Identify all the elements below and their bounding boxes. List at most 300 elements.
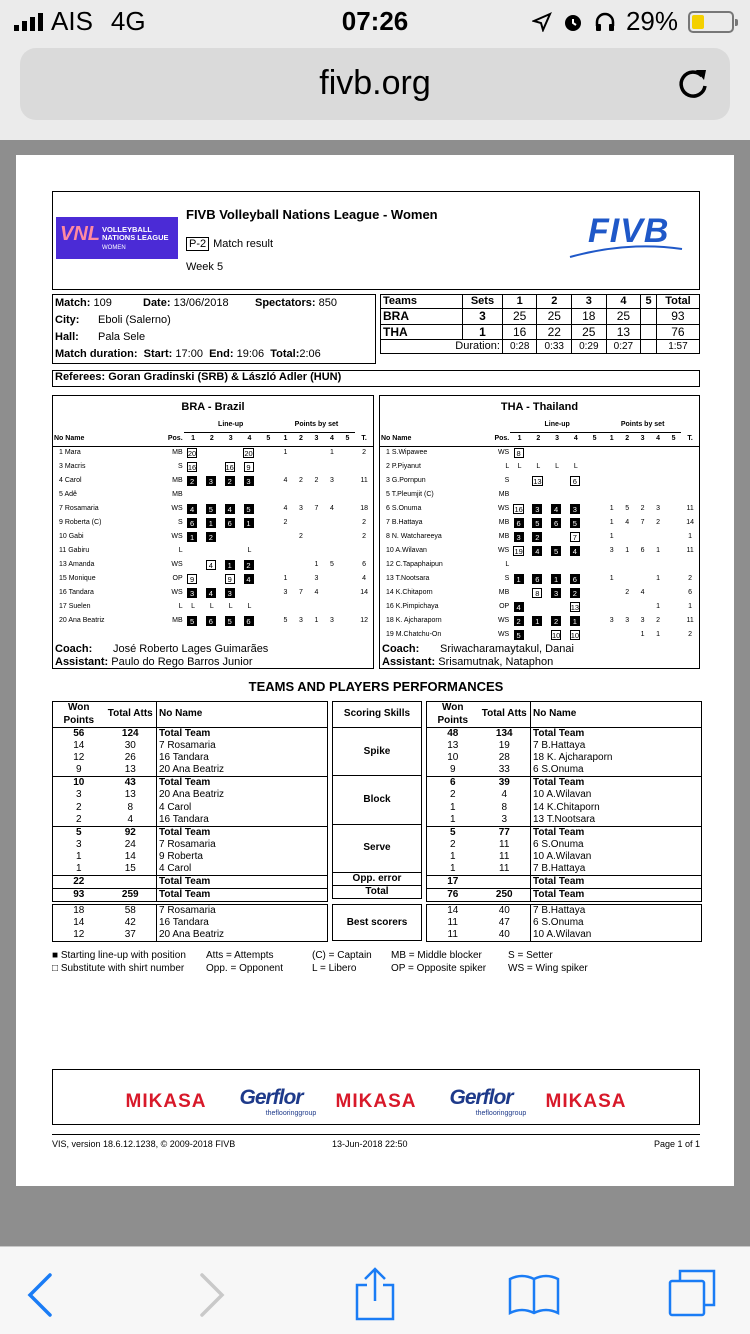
points-cell (278, 488, 294, 502)
player-row (53, 446, 373, 460)
points-cell: 7 (299, 588, 303, 596)
legend-item: □ Substitute with shirt number (52, 963, 185, 974)
lineup-marker: 6 (551, 518, 561, 528)
lineup-cell (529, 460, 548, 474)
duration-cell: 0:27 (606, 339, 641, 353)
player-row (53, 516, 373, 530)
lineup-cell (585, 446, 604, 460)
legend-item: S = Setter (508, 950, 553, 961)
lineup-cell (529, 530, 548, 544)
points-total: 11 (360, 476, 368, 484)
won-points: 9 (449, 764, 456, 776)
reload-icon[interactable] (672, 64, 712, 104)
player-name: 18 K. Ajcharaporn (531, 752, 702, 764)
points-cell: 3 (656, 504, 661, 512)
points-cell: 2 (640, 504, 645, 512)
player-name: 3 G.Pornpun (386, 476, 426, 484)
total-atts: 13 (124, 764, 136, 776)
player-name: 20 Ana Beatriz (157, 929, 328, 942)
lineup-marker: 6 (570, 476, 580, 486)
points-cell (604, 586, 619, 600)
score-cell: THA (381, 324, 463, 339)
points-cell (340, 600, 356, 614)
lineup-cell (202, 516, 221, 530)
points-total: 2 (362, 532, 367, 540)
player-name: 17 Suelen (59, 602, 91, 610)
address-bar[interactable] (20, 48, 730, 120)
lineup-marker: 4 (206, 588, 216, 598)
lineup-marker: L (228, 602, 233, 610)
lineup-cell (566, 474, 585, 488)
player-name: 2 P.Piyanut (386, 462, 421, 470)
lineup-cell (510, 474, 529, 488)
points-cell (619, 572, 634, 586)
lineup-cell (585, 530, 604, 544)
total-atts: 40 (498, 929, 510, 941)
points-cell (604, 600, 619, 614)
mikasa-logo: MIKASA (545, 1091, 627, 1112)
points-cell: 1 (609, 504, 614, 512)
player-position: OP (172, 574, 183, 582)
player-row (53, 572, 373, 586)
total-atts: 134 (495, 728, 513, 739)
lineup-cell (259, 446, 278, 460)
player-position: WS (497, 504, 510, 512)
player-name: 9 Roberta (C) (59, 518, 102, 526)
lineup-cell (529, 516, 548, 530)
tha-performance-table (426, 701, 702, 902)
lineup-header: Line-up (184, 418, 278, 432)
player-name: 9 Roberta (157, 851, 328, 863)
total-atts: 11 (499, 850, 510, 862)
lineup-marker: 16 (225, 463, 234, 473)
points-cell (666, 474, 681, 488)
lineup-marker: L (191, 602, 196, 610)
won-points: 12 (73, 752, 85, 764)
lineup-cell (259, 502, 278, 516)
lineup-cell (259, 572, 278, 586)
points-cell: 1 (283, 449, 288, 457)
total-atts: 26 (124, 752, 136, 764)
player-name: 7 Rosamaria (157, 839, 328, 851)
lineup-marker: 3 (551, 588, 561, 598)
lineup-cell (566, 586, 585, 600)
player-name: 6 S.Onuma (386, 504, 422, 512)
points-cell: 2 (299, 532, 303, 540)
points-cell (278, 600, 294, 614)
won-points: 13 (447, 740, 459, 752)
score-cell: 13 (606, 324, 641, 339)
signal-icon (14, 13, 43, 31)
lineup-cell (240, 460, 259, 474)
points-total: 2 (688, 630, 693, 638)
points-cell (340, 586, 356, 600)
score-header: 1 (502, 295, 537, 309)
player-row (53, 558, 373, 572)
lineup-cell (202, 572, 221, 586)
total-atts: 11 (499, 838, 510, 850)
lineup-cell (585, 502, 604, 516)
lineup-marker: 2 (514, 616, 524, 626)
forward-icon[interactable] (182, 1265, 238, 1321)
lineup-marker: 1 (532, 616, 542, 626)
player-row (380, 600, 699, 614)
skill-label: Serve (333, 824, 422, 872)
player-row (380, 516, 699, 530)
player-row (380, 460, 699, 474)
player-name: 7 Rosamaria (157, 740, 328, 752)
lineup-marker: 4 (187, 504, 197, 514)
set-header: 4 (566, 432, 585, 446)
points-cell (650, 558, 665, 572)
won-points: 3 (75, 838, 82, 850)
won-points: 1 (75, 863, 82, 875)
share-icon[interactable] (347, 1265, 403, 1321)
points-cell (340, 446, 356, 460)
points-cell: 5 (330, 560, 334, 568)
lineup-marker: 6 (225, 518, 235, 528)
lineup-cell (510, 460, 529, 474)
points-total: 2 (362, 518, 367, 526)
lineup-cell (202, 558, 221, 572)
player-name: Total Team (157, 889, 328, 902)
points-cell (635, 474, 650, 488)
lineup-cell (202, 600, 221, 614)
set-header: 4 (324, 432, 340, 446)
points-cell (324, 488, 340, 502)
points-cell (278, 460, 294, 474)
lineup-marker: 4 (225, 504, 235, 514)
lineup-marker: 5 (551, 546, 561, 556)
score-cell (641, 324, 657, 339)
points-total (681, 446, 699, 460)
pdf-page[interactable] (16, 155, 734, 1186)
won-points: 2 (449, 838, 456, 850)
lineup-cell (566, 572, 585, 586)
won-points: 17 (427, 876, 479, 889)
lineup-cell (184, 614, 203, 628)
points-cell (604, 460, 619, 474)
points-cell (340, 572, 356, 586)
player-position: WS (171, 588, 183, 596)
won-points: 76 (427, 889, 479, 902)
player-name: 20 Ana Beatriz (157, 789, 328, 801)
set-header: 2 (202, 432, 221, 446)
player-position: MB (172, 449, 183, 457)
lineup-cell (184, 474, 203, 488)
player-name: Total Team (531, 777, 702, 790)
lineup-cell (529, 502, 548, 516)
points-cell (635, 600, 650, 614)
points-cell (619, 446, 634, 460)
player-name: 16 Tandara (59, 588, 94, 596)
player-position: WS (497, 616, 510, 624)
url-text: fivb.org (319, 64, 431, 102)
total-atts: 92 (105, 826, 157, 839)
lineup-cell (202, 474, 221, 488)
points-cell (635, 488, 650, 502)
lineup-cell (585, 488, 604, 502)
bookmarks-icon[interactable] (506, 1265, 562, 1321)
pos-header: Pos. (486, 432, 510, 446)
pos-header: Pos. (159, 432, 183, 446)
score-cell: 25 (572, 324, 607, 339)
lineup-marker: 4 (532, 546, 542, 556)
set-header: 4 (650, 432, 665, 446)
lineup-marker: 4 (514, 602, 524, 612)
points-cell: 1 (283, 574, 288, 582)
bra-roster: BRA - Brazil Line-up Points by set No Name Pos. 1 2 3 4 5 1 2 3 4 5 T. 1 Mara MB 20 20 1 1 2 3 Macris S 16 16 9 4 Carol MB 2 3 2 3 4 2 2 3 11 5 Adê MB 7 Rosamaria WS 4 5 4 5 4 3 7 4 18 9 Roberta (C) S 6 1 6 1 2 2 10 Gabi WS 1 2 2 2 11 Gabiru L L 13 Amanda WS 4 1 2 1 5 6 15 Monique OP 9 9 4 1 3 4 16 Tandara WS 3 4 3 3 7 4 14 17 Suelen L L L L L 20 Ana Beatriz MB 5 6 5 6 5 3 1 3 12 Coach: José Roberto Lages Guimarães Assistant: Paulo do Rego Barros Junior (52, 395, 374, 669)
points-cell (309, 600, 325, 614)
set-header: 4 (240, 432, 259, 446)
total-atts: 4 (127, 813, 134, 825)
lineup-cell (566, 460, 585, 474)
total-atts (479, 876, 531, 889)
won-points: 14 (447, 905, 459, 916)
player-position: S (177, 518, 183, 526)
lineup-cell (221, 516, 240, 530)
lineup-cell (548, 474, 567, 488)
points-cell: 3 (330, 476, 334, 484)
skill-label: Spike (363, 745, 391, 757)
points-cell: 2 (656, 518, 661, 526)
lineup-marker: 1 (514, 574, 524, 584)
points-header: Points by set (278, 418, 356, 432)
won-points: 2 (75, 813, 82, 825)
perf-header: Won Points (427, 702, 479, 728)
player-name: 3 Macris (59, 462, 86, 470)
points-cell: 4 (283, 504, 288, 512)
lineup-marker: 1 (225, 560, 235, 570)
player-row (380, 530, 699, 544)
points-cell (293, 544, 309, 558)
total-header: T. (355, 432, 373, 446)
points-cell (666, 572, 681, 586)
fivb-swoosh-icon (568, 245, 684, 259)
points-cell (604, 628, 619, 642)
lineup-cell (529, 488, 548, 502)
player-row (380, 614, 699, 628)
points-total: 2 (688, 574, 693, 582)
footer-date: 13-Jun-2018 22:50 (332, 1139, 408, 1149)
player-position: WS (497, 546, 510, 554)
lineup-cell (221, 474, 240, 488)
total-atts: 259 (105, 889, 157, 902)
points-cell (309, 530, 325, 544)
legend-item: L = Libero (312, 963, 357, 974)
points-cell: 6 (640, 546, 645, 554)
points-cell (324, 460, 340, 474)
player-name: Total Team (157, 728, 328, 741)
total-atts: 13 (124, 789, 136, 801)
won-points: 10 (53, 777, 105, 790)
player-name: 19 M.Chatchu-On (386, 630, 442, 638)
won-points: 10 (447, 752, 459, 764)
points-total (681, 474, 699, 488)
total-atts: 124 (121, 728, 139, 739)
footer-version: VIS, version 18.6.12.1238, © 2009-2018 FIVB (52, 1139, 236, 1149)
won-points: 93 (53, 889, 105, 902)
player-name: 7 B.Hattaya (531, 740, 702, 752)
points-cell: 1 (314, 560, 319, 568)
points-cell: 3 (299, 504, 303, 512)
points-cell (340, 474, 356, 488)
lineup-marker: L (555, 462, 560, 470)
points-cell: 4 (314, 588, 319, 596)
lineup-cell (529, 544, 548, 558)
player-row (53, 488, 373, 502)
score-cell: 93 (656, 309, 699, 324)
lineup-marker: 1 (244, 518, 254, 528)
points-total: 14 (686, 518, 695, 526)
best-scorers-label (332, 904, 422, 941)
player-row (53, 502, 373, 516)
set-header: 1 (604, 432, 619, 446)
lineup-cell (548, 600, 567, 614)
perf-header: Won Points (53, 702, 105, 728)
points-cell (293, 460, 309, 474)
clock: 07:26 (341, 6, 409, 36)
won-points: 1 (449, 801, 456, 813)
lineup-cell (221, 502, 240, 516)
lineup-marker: 13 (533, 477, 542, 487)
points-cell (619, 460, 634, 474)
lineup-marker: 3 (225, 588, 235, 598)
legend-item: MB = Middle blocker (391, 950, 482, 961)
player-name: 10 Gabi (59, 532, 84, 540)
points-total: 2 (362, 449, 367, 457)
lineup-cell (510, 502, 529, 516)
points-cell: 2 (299, 476, 303, 484)
lineup-marker: 8 (532, 588, 542, 598)
fivb-logo: FIVB (588, 212, 670, 250)
player-row (380, 474, 699, 488)
points-cell (293, 488, 309, 502)
points-cell: 4 (640, 588, 645, 596)
lineup-cell (585, 600, 604, 614)
set-header: 5 (585, 432, 604, 446)
duration-cell: 0:28 (502, 339, 537, 353)
lineup-cell (566, 614, 585, 628)
player-name: 7 B.Hattaya (531, 863, 702, 876)
lineup-marker: 1 (570, 616, 580, 626)
lineup-cell (566, 544, 585, 558)
won-points: 22 (53, 876, 105, 889)
won-points: 1 (449, 850, 456, 862)
points-cell: 1 (330, 449, 334, 457)
lineup-marker: 3 (206, 476, 216, 486)
lineup-cell (566, 530, 585, 544)
player-name: 5 Adê (59, 490, 77, 498)
score-cell: 25 (537, 309, 572, 324)
lineup-cell (259, 558, 278, 572)
points-cell (666, 544, 681, 558)
points-cell (309, 446, 325, 460)
total-atts (105, 876, 157, 889)
player-name: 13 T.Nootsara (531, 814, 702, 827)
lineup-cell (184, 558, 203, 572)
lineup-cell (221, 614, 240, 628)
lineup-cell (548, 488, 567, 502)
lineup-cell (529, 474, 548, 488)
lineup-cell (221, 460, 240, 474)
lineup-marker: 6 (187, 518, 197, 528)
no-name-header: No Name (53, 432, 159, 446)
lineup-cell (202, 530, 221, 544)
duration-cell: 0:29 (572, 339, 607, 353)
set-header: 5 (340, 432, 356, 446)
lineup-marker: 1 (551, 574, 561, 584)
points-cell (666, 628, 681, 642)
lineup-marker: 3 (532, 504, 542, 514)
points-cell: 1 (314, 616, 319, 624)
browser-toolbar (0, 1246, 750, 1334)
won-points: 48 (447, 728, 459, 739)
performance-title: TEAMS AND PLAYERS PERFORMANCES (248, 679, 504, 694)
lineup-cell (221, 446, 240, 460)
spacer (380, 418, 486, 432)
sponsor-logos (116, 1085, 646, 1118)
referees: Referees: Goran Gradinski (SRB) & László Adler (HUN) (52, 370, 700, 387)
lineup-marker: 3 (514, 532, 524, 542)
lineup-cell (529, 600, 548, 614)
points-cell (604, 488, 619, 502)
player-row (53, 614, 373, 628)
points-cell (278, 544, 294, 558)
lineup-cell (566, 516, 585, 530)
player-position: MB (172, 490, 183, 498)
lineup-cell (240, 600, 259, 614)
back-icon[interactable] (14, 1265, 70, 1321)
lineup-cell (221, 572, 240, 586)
set-header: 1 (278, 432, 294, 446)
points-cell: 3 (609, 616, 614, 624)
player-name: 14 K.Chitaporn (386, 588, 433, 596)
lineup-cell (585, 516, 604, 530)
total-atts: 39 (479, 777, 531, 790)
total-atts: 11 (499, 863, 510, 875)
points-cell (619, 628, 634, 642)
match-info: Match: 109 Date: 13/06/2018 Spectators: 850 City: Eboli (Salerno) Hall: Pala Sele Match duration: Start: 17:00 End: 19:06 Total:2:06 (52, 294, 376, 364)
lineup-cell (240, 572, 259, 586)
duration-label: Duration: (381, 339, 503, 353)
legend-item: ■ Starting line-up with position (52, 950, 186, 961)
lineup-marker: 16 (187, 463, 197, 473)
lineup-cell (548, 530, 567, 544)
lineup-cell (510, 572, 529, 586)
lineup-marker: 2 (570, 588, 580, 598)
points-cell (309, 488, 325, 502)
lineup-cell (529, 572, 548, 586)
lineup-cell (184, 544, 203, 558)
points-cell: 1 (625, 546, 630, 554)
mikasa-logo: MIKASA (125, 1091, 207, 1112)
set-header: 1 (510, 432, 529, 446)
points-cell (340, 488, 356, 502)
total-atts: 24 (124, 838, 136, 850)
points-cell (666, 460, 681, 474)
tabs-icon[interactable] (664, 1265, 720, 1321)
lineup-marker: 5 (514, 630, 524, 640)
duration-cell: 1:57 (656, 339, 699, 353)
lineup-cell (566, 446, 585, 460)
duration-cell (641, 339, 657, 353)
points-cell (666, 446, 681, 460)
player-name: Total Team (157, 777, 328, 790)
total-atts: 250 (479, 889, 531, 902)
points-cell (293, 558, 309, 572)
lineup-cell (510, 530, 529, 544)
